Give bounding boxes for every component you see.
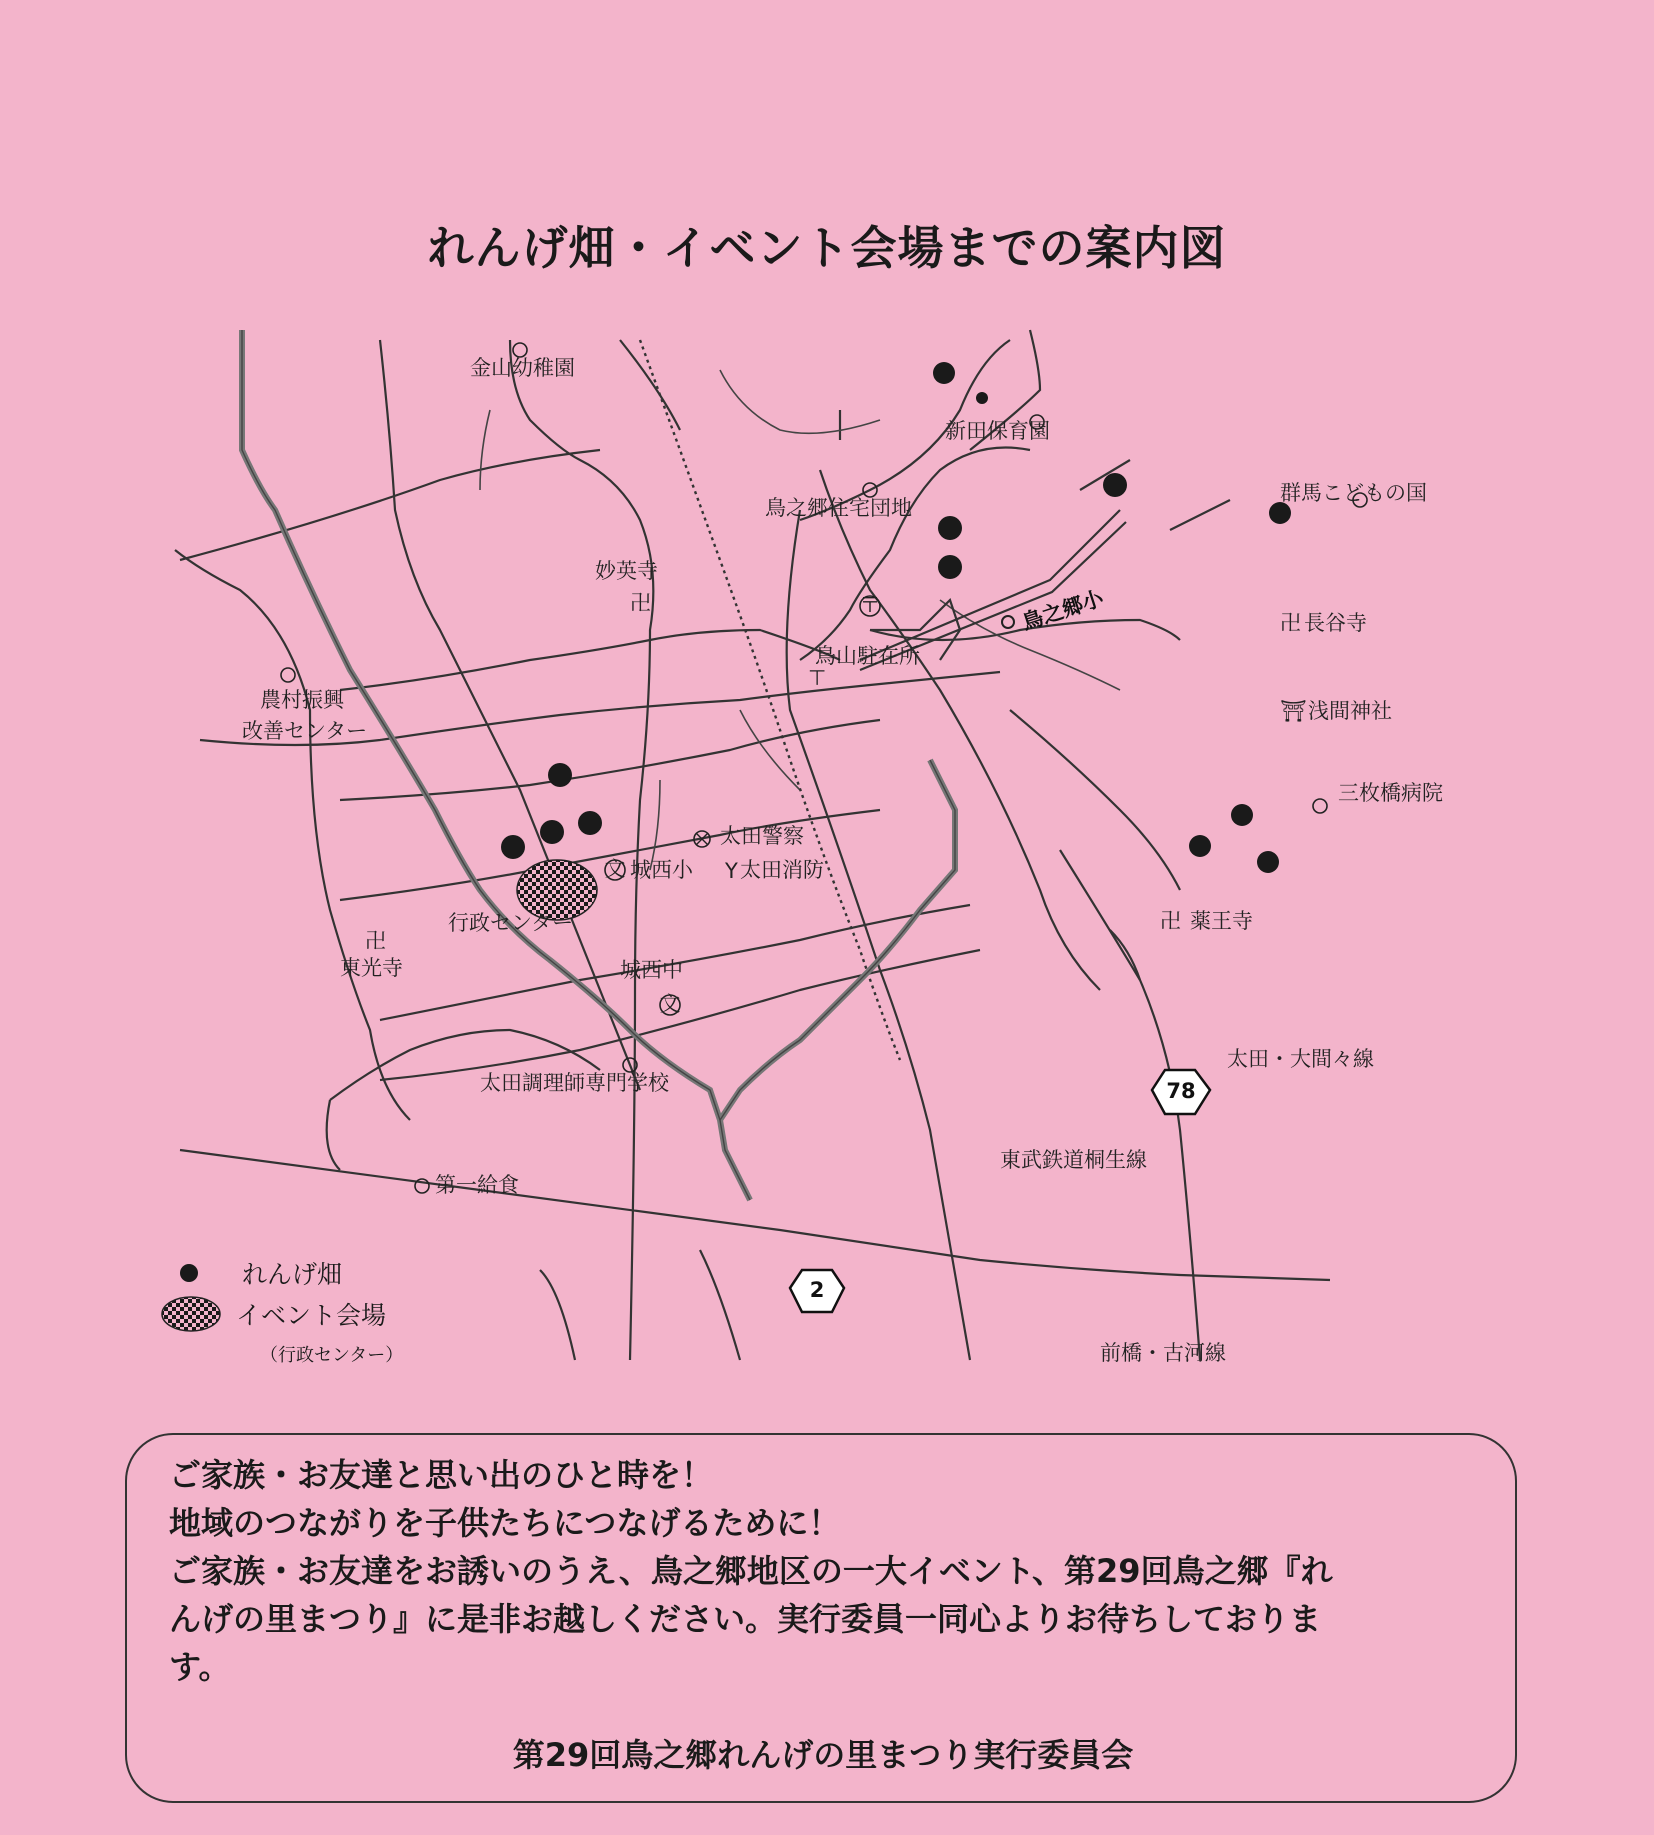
label-ota-police: 太田警察 xyxy=(720,824,804,848)
renge-field-marker xyxy=(933,362,955,384)
label-choukokuji: 長谷寺 xyxy=(1304,611,1367,635)
label-tobu-kiryu-line: 東武鉄道桐生線 xyxy=(1000,1148,1147,1172)
post-icon: ⊤ xyxy=(808,666,827,690)
renge-field-marker xyxy=(548,763,572,787)
route-2-number: 2 xyxy=(809,1278,825,1302)
svg-text:〒: 〒 xyxy=(859,593,881,617)
renge-field-marker xyxy=(938,555,962,579)
label-josai-elementary: 城西小 xyxy=(630,858,693,882)
page-title: れんげ畑・イベント会場までの案内図 xyxy=(427,221,1227,275)
label-toriyama-office: 鳥山駐在所 xyxy=(815,644,920,668)
renge-field-marker xyxy=(501,835,525,859)
renge-field-marker xyxy=(976,392,988,404)
school-icon xyxy=(1002,616,1014,628)
label-nittaden-nursery: 新田保育園 xyxy=(945,419,1050,443)
tobu-railway xyxy=(640,340,900,1060)
temple-icon: 卍 xyxy=(1280,611,1301,635)
renge-field-marker xyxy=(1257,851,1279,873)
kyushoku-icon xyxy=(415,1179,429,1193)
guide-map xyxy=(180,330,1443,1370)
label-toukouji: 東光寺 xyxy=(340,956,403,980)
label-cooking-school: 太田調理師専門学校 xyxy=(480,1071,669,1095)
label-agri-center-2: 改善センター xyxy=(242,719,368,743)
message-line-4: んげの里まつり』に是非お越しください。実行委員一同心よりお待ちしておりま xyxy=(169,1600,1322,1638)
legend-field-label: れんげ畑 xyxy=(242,1260,343,1289)
agri-center-icon xyxy=(281,668,295,682)
label-yakuoji: 薬王寺 xyxy=(1190,909,1253,933)
label-torinogo-housing: 鳥之郷住宅団地 xyxy=(765,496,912,520)
renge-field-marker xyxy=(1269,502,1291,524)
legend-event-sub: （行政センター） xyxy=(260,1345,404,1366)
hospital-icon xyxy=(1313,799,1327,813)
temple-icon: 卍 xyxy=(630,591,651,615)
landmark-symbols xyxy=(281,343,1367,1193)
svg-text:文: 文 xyxy=(659,992,681,1016)
label-gunma-kodomo: 群馬こどもの国 xyxy=(1280,481,1427,505)
message-box xyxy=(125,1433,1517,1803)
label-maebashi-koga-line: 前橋・古河線 xyxy=(1100,1341,1226,1365)
message-line-5: す。 xyxy=(169,1648,231,1686)
message-line-1: ご家族・お友達と思い出のひと時を！ xyxy=(169,1456,714,1494)
label-ota-fire: 太田消防 xyxy=(740,858,824,882)
renge-field-marker xyxy=(1231,804,1253,826)
svg-text:文: 文 xyxy=(604,857,626,881)
shrine-icon: ⛩ xyxy=(1280,699,1307,723)
message-line-2: 地域のつながりを子供たちにつなげるために！ xyxy=(169,1504,841,1542)
label-kanayama-kindergarten: 金山幼稚園 xyxy=(470,356,575,380)
map-legend xyxy=(160,1255,560,1375)
label-torinogo-elementary: 鳥之郷小 xyxy=(1019,585,1107,635)
legend-event-row xyxy=(160,1295,386,1333)
route-78-number: 78 xyxy=(1166,1079,1196,1103)
label-agri-center-1: 農村振興 xyxy=(260,688,344,712)
temple-icon: 卍 xyxy=(1160,909,1181,933)
label-mimaki-hospital: 三枚橋病院 xyxy=(1338,781,1443,805)
renge-field-marker xyxy=(1189,835,1211,857)
label-daiichi-kyushoku: 第一給食 xyxy=(435,1173,519,1197)
label-josai-junior-high: 城西中 xyxy=(620,958,683,982)
renge-field-marker xyxy=(938,516,962,540)
event-venue-legend-icon xyxy=(160,1295,222,1333)
label-ota-omama-line: 太田・大間々線 xyxy=(1227,1047,1374,1071)
renge-field-markers xyxy=(501,362,1291,873)
label-gyosei-center: 行政センター xyxy=(448,911,574,935)
legend-field-row xyxy=(160,1255,342,1291)
message-line-3: ご家族・お友達をお誘いのうえ、鳥之郷地区の一大イベント、第29回鳥之郷『れ xyxy=(169,1552,1333,1590)
route-2-shield xyxy=(790,1270,844,1312)
map-svg xyxy=(180,330,1443,1370)
renge-field-legend-icon xyxy=(180,1264,198,1282)
committee-signature: 第29回鳥之郷れんげの里まつり実行委員会 xyxy=(512,1736,1134,1774)
kindergarten-icon xyxy=(513,343,527,357)
label-myoshoji: 妙英寺 xyxy=(595,559,658,583)
renge-field-marker xyxy=(1103,473,1127,497)
route-78-shield xyxy=(1152,1070,1210,1114)
renge-field-marker xyxy=(540,820,564,844)
temple-icon: 卍 xyxy=(365,929,386,953)
fire-station-icon: Y xyxy=(725,859,738,883)
legend-event-label: イベント会場 xyxy=(236,1301,387,1330)
renge-field-marker xyxy=(578,811,602,835)
label-sengen-shrine: 浅間神社 xyxy=(1308,699,1392,723)
